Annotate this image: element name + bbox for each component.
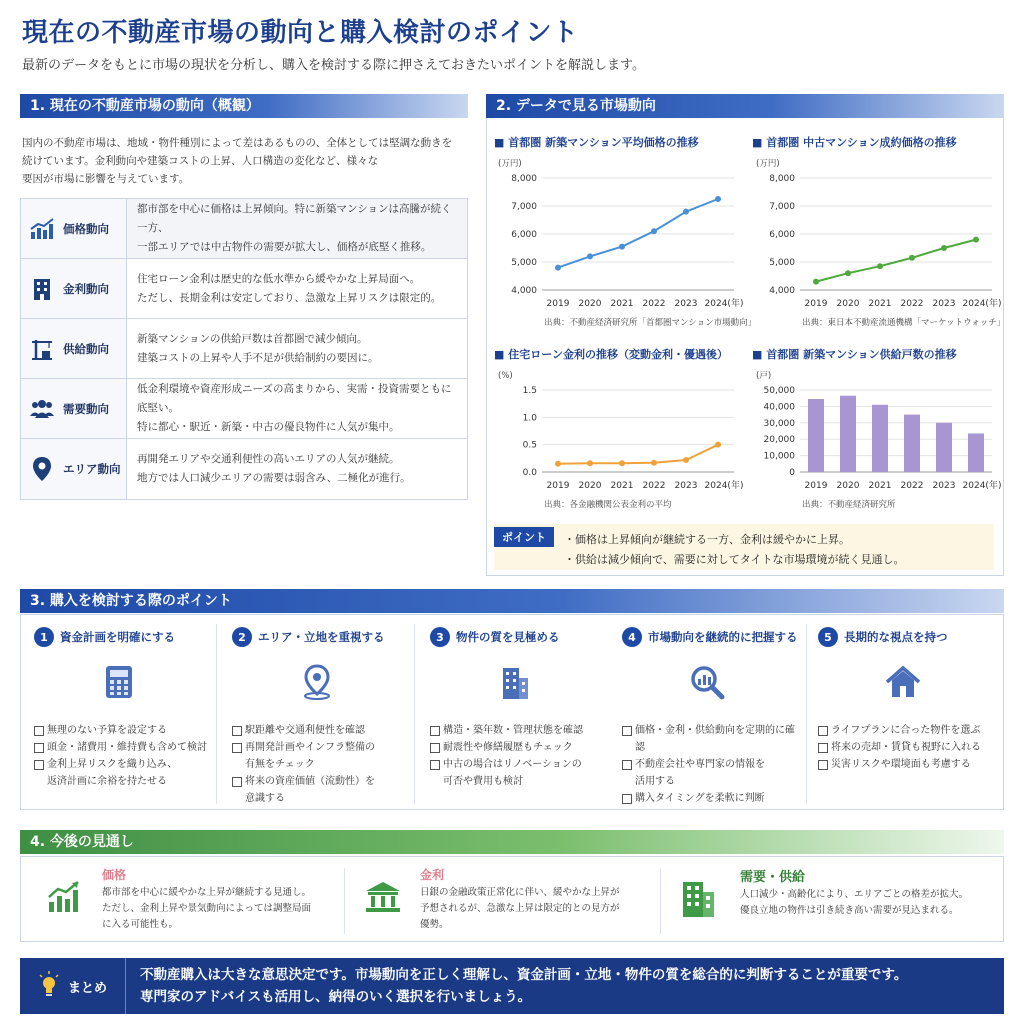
chart-loan-rate — [494, 342, 744, 512]
data-point — [587, 253, 593, 259]
x-tick-label: 2022 — [900, 299, 924, 309]
chart-title: ■ 住宅ローン金利の推移（変動金利・優遇後） — [494, 346, 728, 362]
x-tick-label: 2020 — [578, 299, 602, 309]
data-point — [715, 196, 721, 202]
x-tick-label: 2021 — [610, 481, 634, 491]
chart-source: 出典：不動産経済研究所「首都圏マンション市場動向」 — [544, 318, 757, 328]
card-title: 市場動向を継続的に把握する — [648, 630, 798, 644]
section4-heading: 4. 今後の見通し — [20, 830, 1004, 854]
check-item: 購入タイミングを柔軟に判断 — [622, 790, 802, 807]
outlook-title: 価格 — [102, 868, 127, 882]
summary-label: まとめ — [67, 980, 107, 996]
bar — [840, 396, 856, 472]
point-card-market — [612, 622, 802, 804]
card-title: 資金計画を明確にする — [60, 630, 175, 644]
data-point — [941, 245, 947, 251]
axis-unit: (万円) — [498, 159, 522, 169]
check-item: 頭金・諸費用・維持費も含めて検討 — [34, 739, 214, 756]
card-divider — [414, 624, 415, 804]
check-item-cont: 有無をチェック — [245, 759, 315, 770]
step-number: 5 — [818, 627, 838, 647]
point-card-funding — [24, 622, 214, 804]
data-point — [555, 461, 561, 467]
section1-heading: 1. 現在の不動産市場の動向（概観） — [20, 94, 468, 118]
outlook-text: 都市部を中心に緩やかな上昇が継続する見通し。 — [102, 887, 312, 898]
series-line — [816, 240, 976, 282]
trend-label: 供給動向 — [63, 341, 109, 356]
step-number: 3 — [430, 627, 450, 647]
y-tick-label: 10,000 — [763, 451, 795, 462]
outlook-price — [102, 866, 311, 933]
chart-source: 出典：不動産経済研究所 — [802, 500, 896, 510]
card-divider — [216, 624, 217, 804]
intro-line: 要因が市場に影響を与えています。 — [22, 173, 190, 185]
x-tick-label: 2024(年) — [962, 299, 1002, 309]
x-tick-label: 2021 — [610, 299, 634, 309]
chart-source: 出典：東日本不動産流通機構「マーケットウォッチ」 — [802, 318, 1006, 328]
step-number: 4 — [622, 627, 642, 647]
summary-text: 不動産購入は大きな意思決定です。市場動向を正しく理解し、資金計画・立地・物件の質を総合的に判断することが重要です。 — [140, 967, 908, 983]
x-tick-label: 2024(年) — [962, 481, 1002, 491]
bar — [808, 399, 824, 472]
chart-source: 出典：各金融機関公表金利の平均 — [544, 500, 672, 510]
bar — [872, 405, 888, 472]
magnifier-chart-icon — [689, 664, 725, 704]
bar — [904, 415, 920, 472]
y-tick-label: 5,000 — [769, 258, 795, 268]
trend-row-price — [21, 199, 467, 259]
x-tick-label: 2023 — [674, 481, 698, 491]
section3-heading: 3. 購入を検討する際のポイント — [20, 589, 1004, 613]
chart-used-condo-price — [752, 130, 1006, 330]
y-tick-label: 50,000 — [763, 386, 795, 396]
y-tick-label: 1.0 — [522, 413, 537, 424]
point-line: ・供給は減少傾向で、需要に対してタイトな市場環境が続く見通し。 — [564, 553, 905, 566]
trend-text: 建築コストの上昇や人手不足が供給制約の要因に。 — [137, 351, 379, 364]
outlook-divider — [344, 868, 345, 934]
point-line: ・価格は上昇傾向が継続する一方、金利は緩やかに上昇。 — [564, 533, 850, 546]
y-tick-label: 1.5 — [522, 386, 537, 396]
check-item: 無理のない予算を設定する — [34, 722, 214, 739]
y-tick-label: 6,000 — [511, 230, 537, 240]
y-tick-label: 4,000 — [769, 286, 795, 296]
trend-label: 金利動向 — [63, 281, 109, 296]
section1-intro — [22, 134, 470, 188]
x-tick-label: 2019 — [546, 299, 570, 309]
x-tick-label: 2019 — [804, 299, 828, 309]
check-item: ライフプランに合った物件を選ぶ — [818, 722, 998, 739]
summary-text: 専門家のアドバイスも活用し、納得のいく選択を行いましょう。 — [140, 989, 532, 1005]
outlook-supply-demand — [740, 866, 968, 919]
point-box — [494, 524, 994, 570]
bar — [968, 433, 984, 472]
bar — [936, 423, 952, 472]
trend-text: 一部エリアでは中古物件の需要が拡大し、価格が底堅く推移。 — [137, 241, 432, 253]
x-tick-label: 2020 — [836, 481, 860, 491]
x-tick-label: 2020 — [836, 299, 860, 309]
market-trend-table — [20, 198, 468, 500]
check-item: 価格・金利・供給動向を定期的に確認 — [622, 722, 802, 756]
trend-text: 低金利環境や資産形成ニーズの高まりから、実需・投資需要ともに底堅い。 — [137, 383, 452, 414]
point-label: ポイント — [494, 527, 554, 547]
trend-row-interest — [21, 259, 467, 319]
x-tick-label: 2023 — [674, 299, 698, 309]
x-tick-label: 2022 — [900, 481, 924, 491]
trend-text: 都市部を中心に価格は上昇傾向。特に新築マンションは高騰が続く一方、 — [137, 203, 452, 234]
calculator-icon — [105, 665, 133, 703]
outlook-text: 優良立地の物件は引き続き高い需要が見込まれる。 — [740, 905, 959, 916]
bank-icon — [364, 880, 402, 918]
outlook-text: ただし、金利上昇や景気動向によっては調整局面 — [102, 903, 312, 914]
trend-text: 住宅ローン金利は歴史的な低水準から緩やかな上昇局面へ。 — [137, 272, 421, 285]
check-item: 再開発計画やインフラ整備の — [232, 739, 412, 756]
data-point — [683, 209, 689, 215]
trend-label: 価格動向 — [63, 221, 109, 236]
x-tick-label: 2024(年) — [704, 299, 744, 309]
y-tick-label: 40,000 — [763, 402, 795, 413]
data-point — [555, 265, 561, 271]
x-tick-label: 2019 — [546, 481, 570, 491]
trend-row-demand — [21, 379, 467, 439]
outlook-text: に入る可能性も。 — [102, 919, 179, 930]
data-point — [877, 263, 883, 269]
x-tick-label: 2024(年) — [704, 481, 744, 491]
outlook-divider — [660, 868, 661, 934]
crane-icon — [29, 336, 55, 362]
trend-text: 再開発エリアや交通利便性の高いエリアの人気が継続。 — [137, 453, 400, 465]
chart-new-condo-price — [494, 130, 757, 330]
card-title: エリア・立地を重視する — [258, 630, 385, 644]
series-line — [558, 445, 718, 464]
chart-supply-units — [752, 342, 1002, 512]
axis-unit: (%) — [498, 371, 513, 381]
trend-text: ただし、長期金利は安定しており、急激な上昇リスクは限定的。 — [137, 291, 442, 304]
chart-title: ■ 首都圏 中古マンション成約価格の推移 — [752, 134, 957, 150]
outlook-title: 需要・供給 — [740, 870, 806, 885]
data-point — [715, 442, 721, 448]
axis-unit: (戸) — [756, 371, 772, 381]
outlook-text: 日銀の金融政策正常化に伴い、緩やかな上昇が — [420, 887, 620, 898]
check-item: 将来の資産価値（流動性）を — [232, 773, 412, 790]
y-tick-label: 4,000 — [511, 286, 537, 296]
trend-text: 新築マンションの供給戸数は首都圏で減少傾向。 — [137, 332, 368, 345]
card-title: 物件の質を見極める — [456, 630, 560, 644]
chart-up-icon — [29, 216, 55, 242]
check-item: 中古の場合はリノベーションの — [430, 756, 610, 773]
step-number: 1 — [34, 627, 54, 647]
trend-row-supply — [21, 319, 467, 379]
data-point — [619, 460, 625, 466]
check-item: 構造・築年数・管理状態を確認 — [430, 722, 610, 739]
data-point — [587, 460, 593, 466]
y-tick-label: 8,000 — [511, 174, 537, 184]
section2-heading: 2. データで見る市場動向 — [486, 94, 1004, 118]
check-item-cont: 返済計画に余裕を持たせる — [47, 776, 167, 787]
chart-title: ■ 首都圏 新築マンション平均価格の推移 — [494, 134, 699, 150]
y-tick-label: 0.0 — [522, 468, 537, 478]
x-tick-label: 2020 — [578, 481, 602, 491]
building-icon — [680, 876, 716, 922]
x-tick-label: 2023 — [932, 481, 956, 491]
house-icon — [885, 665, 921, 703]
check-item: 将来の売却・賃貸も視野に入れる — [818, 739, 998, 756]
page-subtitle: 最新のデータをもとに市場の現状を分析し、購入を検討する際に押さえておきたいポイントを解説します。 — [22, 58, 645, 73]
check-item-cont: 可否や費用も検討 — [443, 776, 523, 787]
x-tick-label: 2022 — [642, 481, 666, 491]
card-divider — [806, 624, 807, 804]
trend-text: 地方では人口減少エリアの需要は弱含み、二極化が進行。 — [137, 472, 411, 484]
data-point — [973, 237, 979, 243]
axis-unit: (万円) — [756, 159, 780, 169]
trend-text: 特に都心・駅近・新築・中古の優良物件に人気が集中。 — [137, 421, 400, 433]
point-card-quality — [420, 622, 610, 804]
x-tick-label: 2022 — [642, 299, 666, 309]
x-tick-label: 2019 — [804, 481, 828, 491]
intro-line: 続けています。金利動向や建築コストの上昇、人口構造の変化など、様々な — [22, 155, 379, 167]
trend-label: 需要動向 — [63, 401, 109, 416]
page-title: 現在の不動産市場の動向と購入検討のポイント — [22, 18, 579, 48]
y-tick-label: 6,000 — [769, 230, 795, 240]
outlook-title: 金利 — [420, 868, 445, 882]
point-card-long-term — [808, 622, 998, 804]
x-tick-label: 2021 — [868, 299, 892, 309]
check-item-cont: 意識する — [245, 793, 285, 804]
data-point — [651, 460, 657, 466]
trend-label: エリア動向 — [63, 462, 121, 476]
outlook-text: 予想されるが、急激な上昇は限定的との見方が — [420, 903, 620, 914]
y-tick-label: 30,000 — [763, 418, 795, 429]
y-tick-label: 20,000 — [763, 435, 795, 446]
check-item: 駅距離や交通利便性を確認 — [232, 722, 412, 739]
data-point — [845, 270, 851, 276]
trend-row-area — [21, 439, 467, 499]
data-point — [683, 457, 689, 463]
data-point — [909, 255, 915, 261]
lightbulb-icon — [38, 971, 60, 1001]
y-tick-label: 7,000 — [769, 202, 795, 212]
check-item: 不動産会社や専門家の情報を — [622, 756, 802, 773]
data-point — [813, 279, 819, 285]
y-tick-label: 7,000 — [511, 202, 537, 212]
building-icon — [500, 664, 530, 704]
map-pin-icon — [29, 456, 55, 482]
chart-title: ■ 首都圏 新築マンション供給戸数の推移 — [752, 346, 957, 362]
y-tick-label: 0.5 — [522, 440, 537, 451]
check-item-cont: 活用する — [635, 776, 675, 787]
outlook-text: 優勢。 — [420, 919, 449, 930]
outlook-text: 人口減少・高齢化により、エリアごとの格差が拡大。 — [740, 889, 969, 900]
check-item: 金利上昇リスクを織り込み、 — [34, 756, 214, 773]
check-item: 耐震性や修繕履歴もチェック — [430, 739, 610, 756]
series-line — [558, 199, 718, 268]
chart-up-icon — [46, 880, 82, 918]
card-title: 長期的な視点を持つ — [844, 630, 948, 644]
summary-banner — [20, 958, 1004, 1014]
location-icon — [300, 664, 334, 704]
building-icon — [29, 276, 55, 302]
check-item: 災害リスクや環境面も考慮する — [818, 756, 998, 773]
step-number: 2 — [232, 627, 252, 647]
y-tick-label: 5,000 — [511, 258, 537, 268]
intro-line: 国内の不動産市場は、地域・物件種別によって差はあるものの、全体としては堅調な動きを — [22, 137, 453, 149]
outlook-interest — [420, 866, 620, 933]
people-icon — [29, 396, 55, 422]
y-tick-label: 0 — [789, 468, 795, 478]
y-tick-label: 8,000 — [769, 174, 795, 184]
point-card-location — [222, 622, 412, 804]
data-point — [651, 228, 657, 234]
x-tick-label: 2021 — [868, 481, 892, 491]
data-point — [619, 244, 625, 250]
x-tick-label: 2023 — [932, 299, 956, 309]
